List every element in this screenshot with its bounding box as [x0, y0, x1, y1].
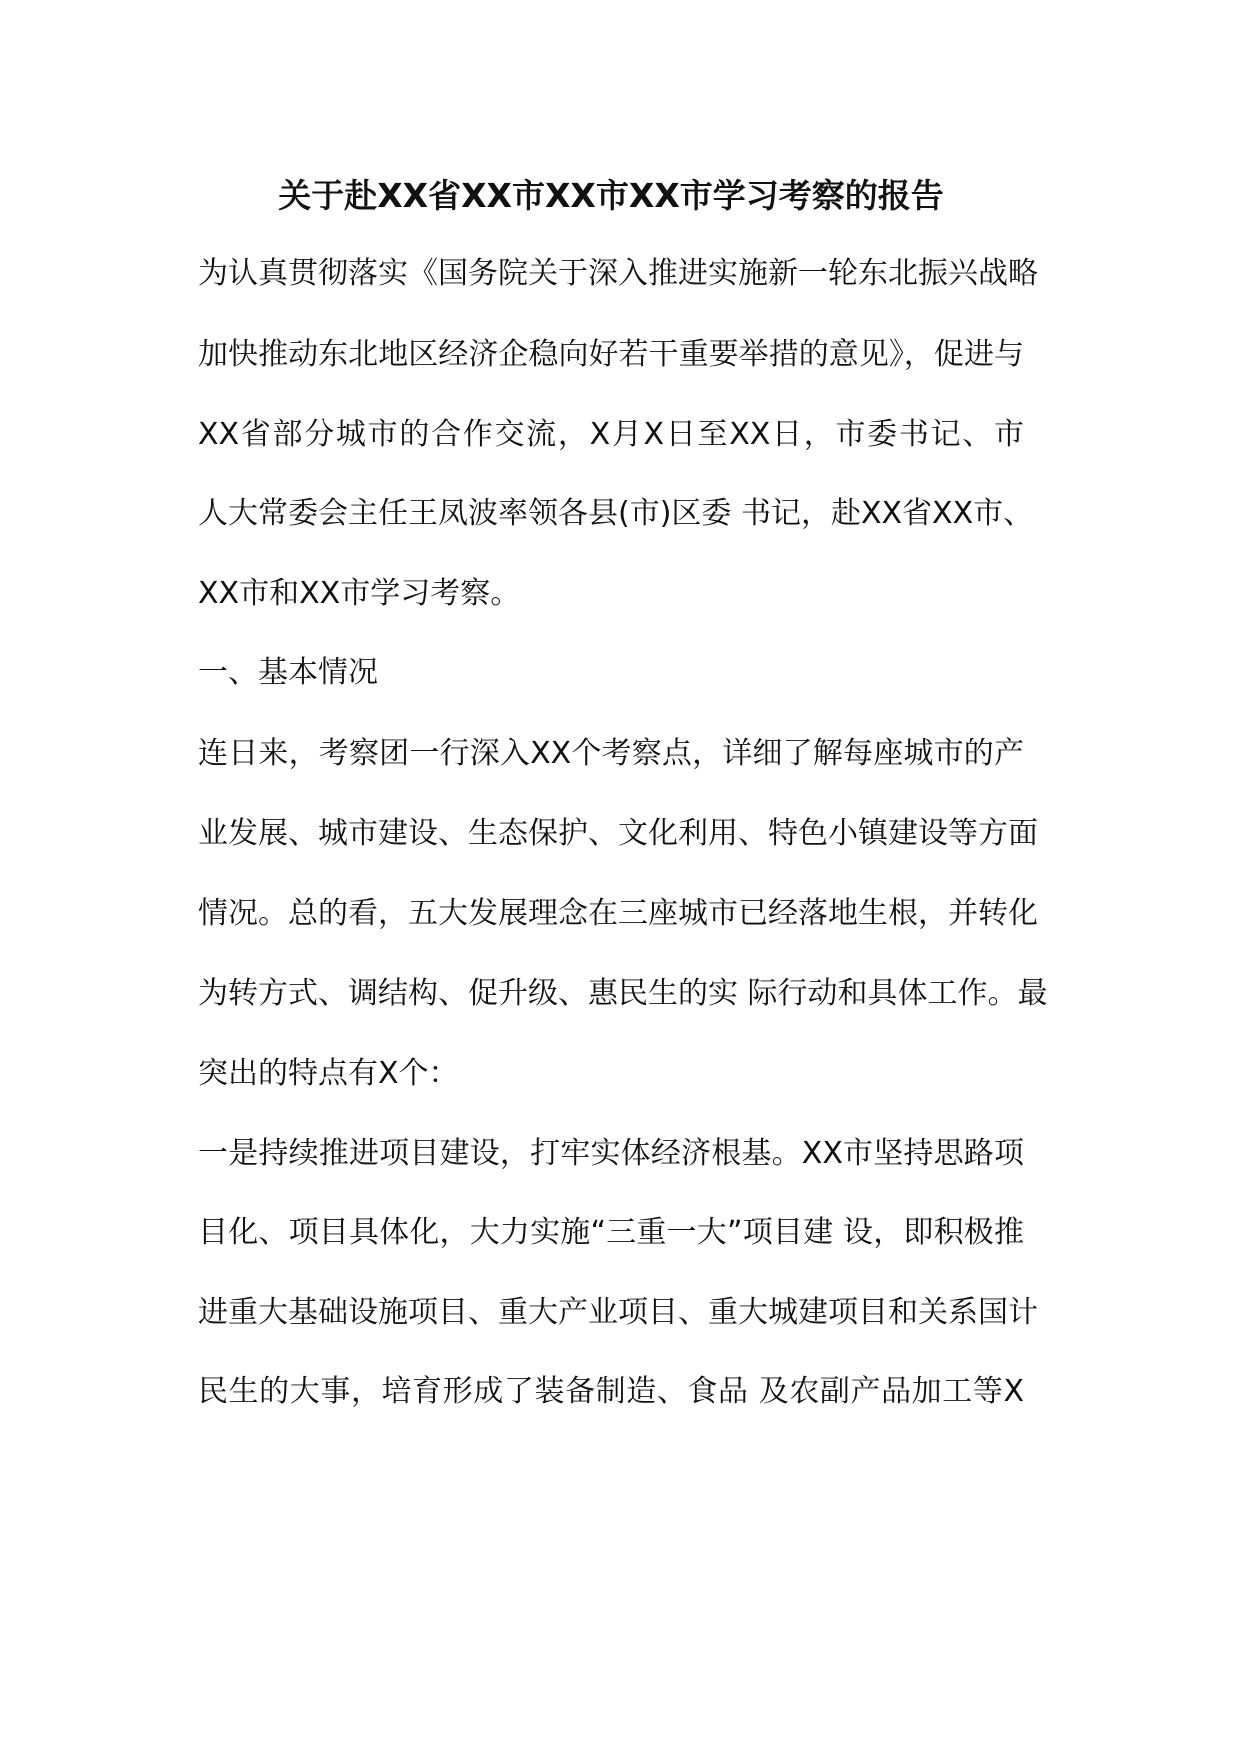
paragraph-3-line-1: 一是持续推进项目建设，打牢实体经济根基。XX市坚持思路项	[198, 1136, 1024, 1171]
paragraph-3-line-4: 民生的大事，培育形成了装备制造、食品 及农副产品加工等X	[198, 1374, 1024, 1409]
document-title: 关于赴XX省XX市XX市XX市学习考察的报告	[278, 176, 944, 215]
paragraph-2-line-5: 突出的特点有X个：	[198, 1056, 459, 1091]
paragraph-1-line-5: XX市和XX市学习考察。	[198, 576, 521, 611]
paragraph-1-line-1: 为认真贯彻落实《国务院关于深入推进实施新一轮东北振兴战略	[198, 256, 1038, 291]
paragraph-2-line-1: 连日来，考察团一行深入XX个考察点，详细了解每座城市的产	[198, 736, 1024, 771]
paragraph-2-line-4: 为转方式、调结构、促升级、惠民生的实 际行动和具体工作。最	[198, 976, 1048, 1011]
paragraph-3-line-3: 进重大基础设施项目、重大产业项目、重大城建项目和关系国计	[198, 1295, 1038, 1330]
paragraph-2-line-2: 业发展、城市建设、生态保护、文化利用、特色小镇建设等方面	[198, 816, 1038, 851]
paragraph-3-line-2: 目化、项目具体化，大力实施“三重一大”项目建 设，即积极推	[198, 1215, 1024, 1250]
paragraph-1-line-4: 人大常委会主任王凤波率领各县(市)区委 书记，赴XX省XX市、	[198, 496, 1034, 531]
paragraph-1-line-3: XX省部分城市的合作交流，X月X日至XX日，市委书记、市	[198, 417, 1024, 452]
section-heading-basic-situation: 一、基本情况	[198, 655, 378, 690]
paragraph-2-line-3: 情况。总的看，五大发展理念在三座城市已经落地生根，并转化	[198, 896, 1038, 931]
paragraph-1-line-2: 加快推动东北地区经济企稳向好若干重要举措的意见》，促进与	[198, 337, 1024, 372]
